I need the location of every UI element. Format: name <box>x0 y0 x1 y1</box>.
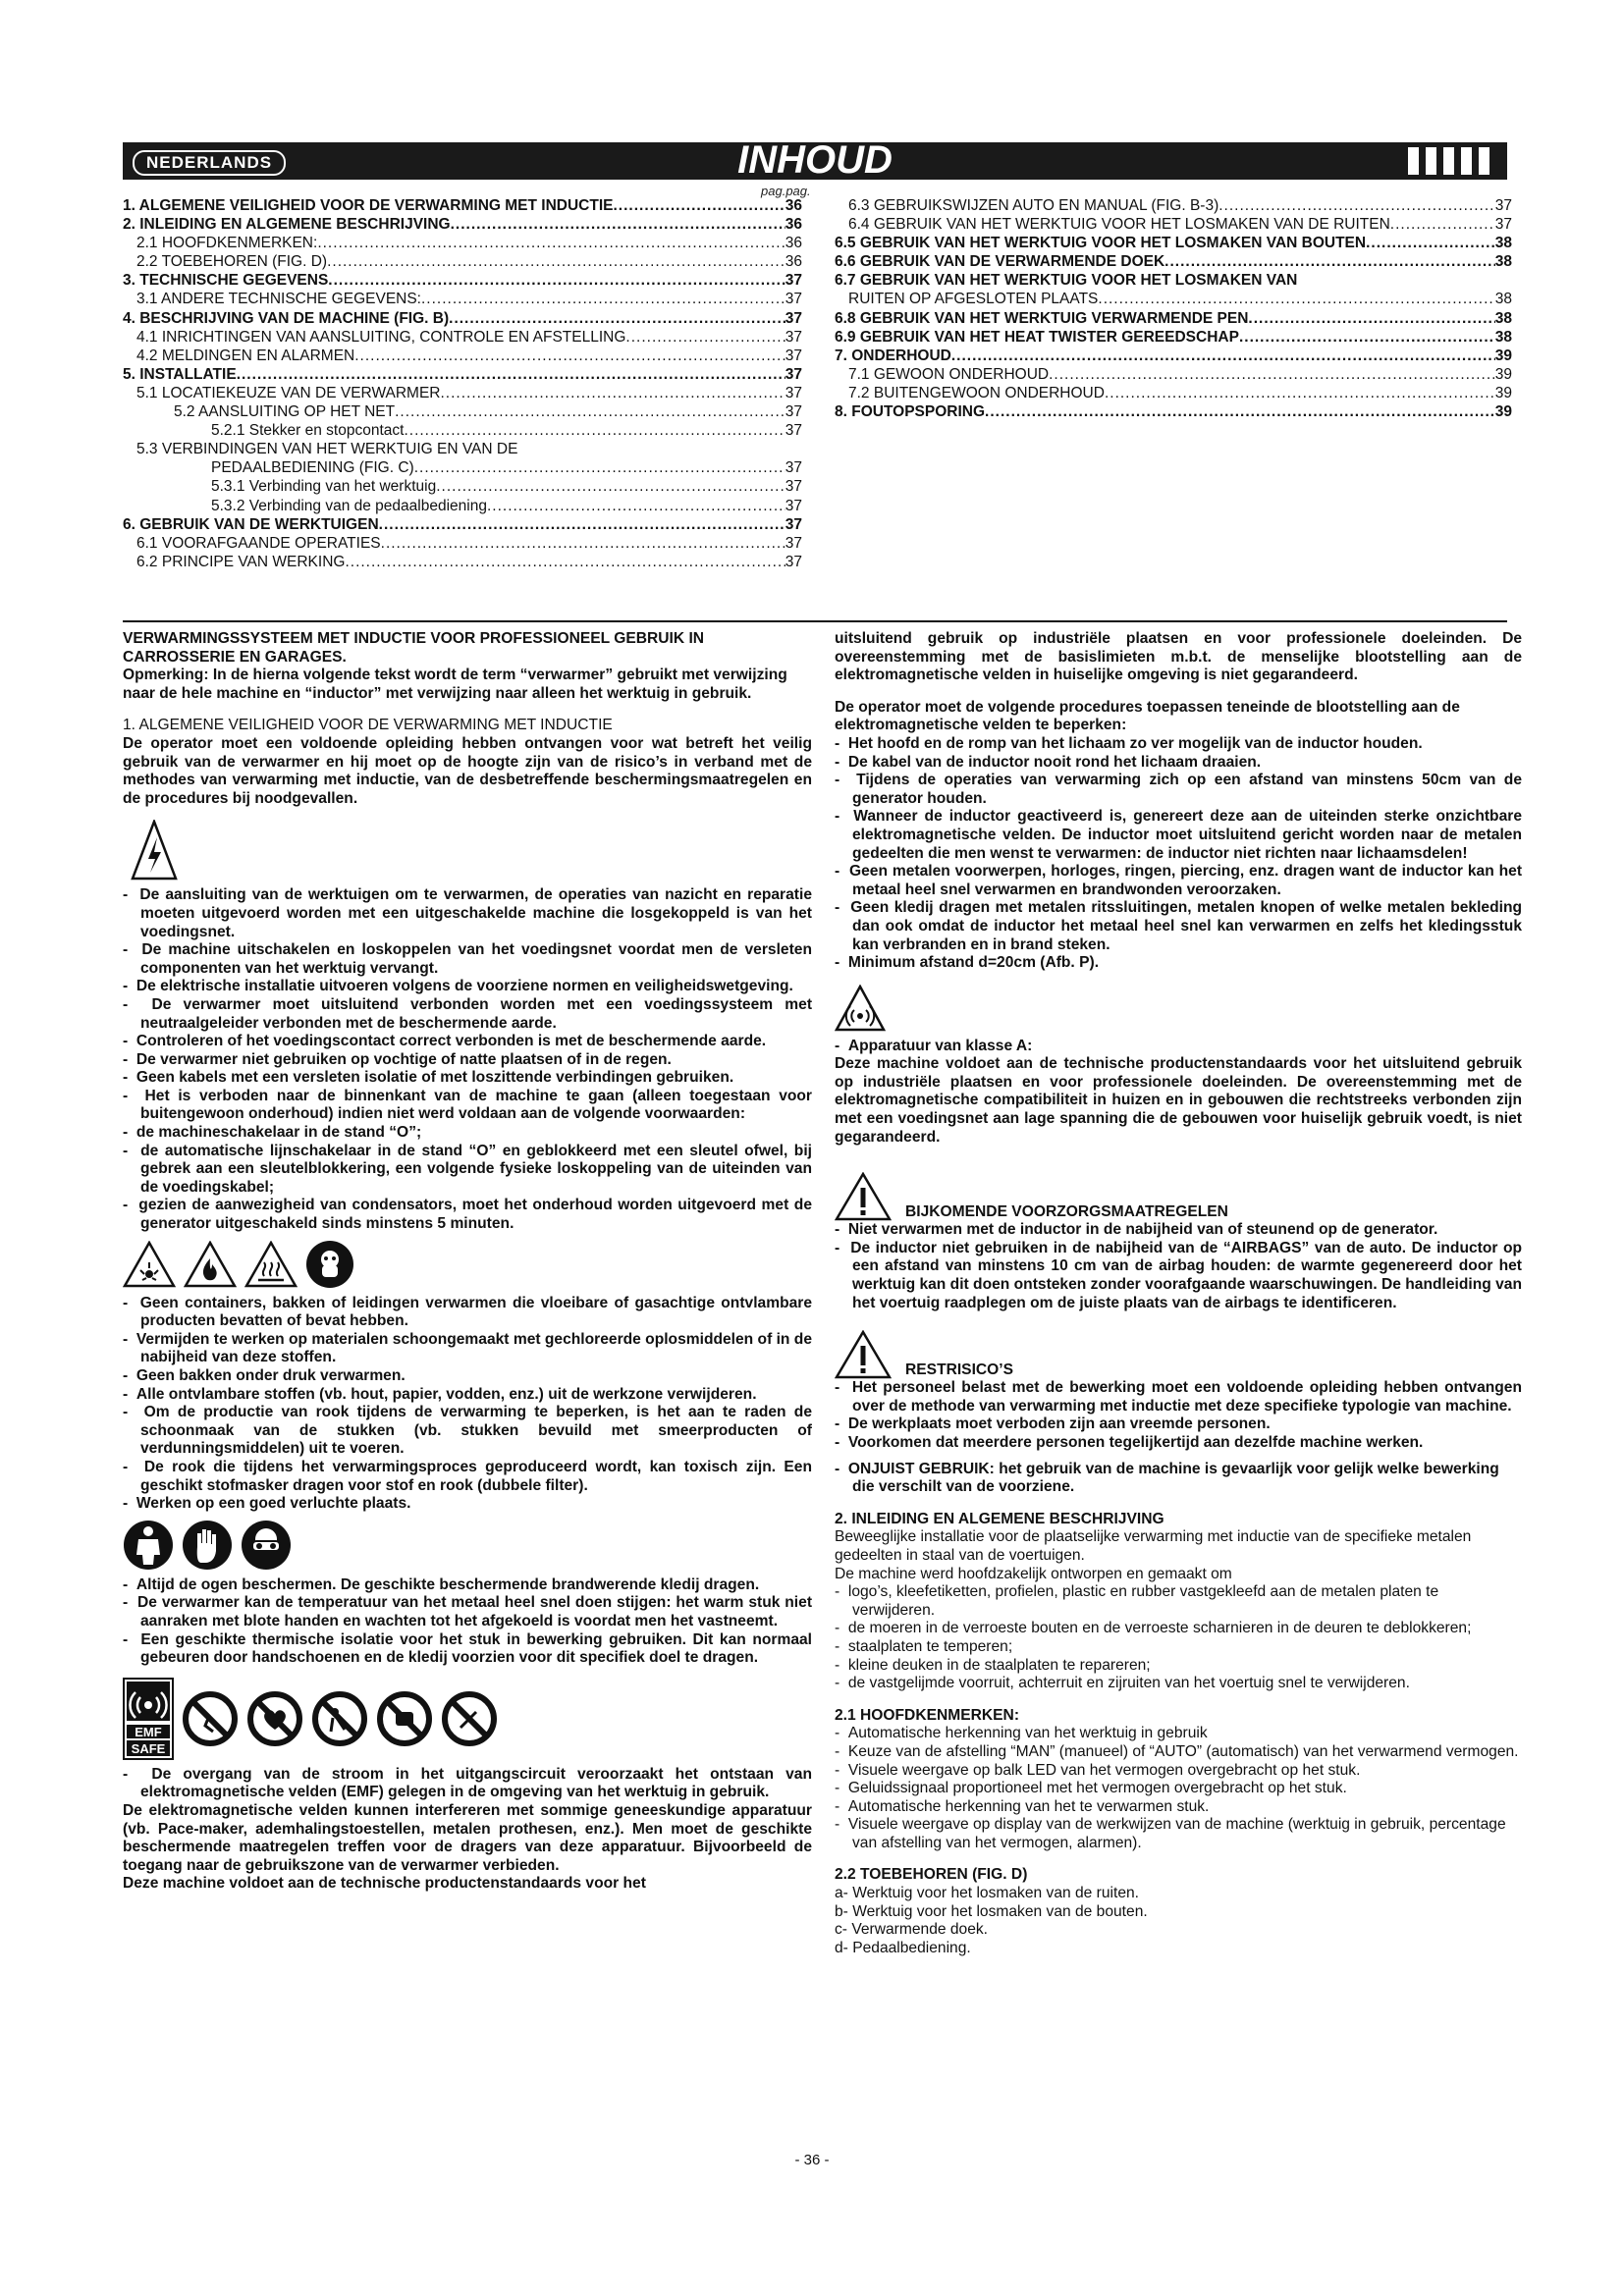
list-item: - De elektrische installatie uitvoeren volgens de voorziene normen en veiligheidswetgeving. <box>123 978 793 995</box>
toc-entry-page: 37 <box>785 515 802 533</box>
left-column <box>123 630 812 1894</box>
section-1-title: 1. ALGEMENE VEILIGHEID VOOR DE VERWARMING MET INDUCTIE <box>123 717 613 734</box>
header-bars <box>1408 147 1489 175</box>
explosive-hazard-icon <box>123 1241 176 1288</box>
list-item: - Visuele weergave op balk LED van het vermogen overgebracht op het stuk. <box>835 1761 1361 1779</box>
toc-entry-text: 4.2 MELDINGEN EN ALARMEN <box>136 347 355 364</box>
toc-entry-text: 6.5 GEBRUIK VAN HET WERKTUIG VOOR HET LOSMAKEN VAN BOUTEN <box>835 235 1367 252</box>
toc-entry <box>835 402 1512 421</box>
list-item: - De machine uitschakelen en loskoppelen van het voedingsnet voordat men de versleten componenten van het werktuig vervangt. <box>123 941 812 977</box>
section-2-text-2: De machine werd hoofdzakelijk ontworpen en gemaakt om <box>835 1565 1232 1582</box>
no-metal-implant-icon <box>311 1690 368 1747</box>
toc-entry-text: 6.7 GEBRUIK VAN HET WERKTUIG VOOR HET LOSMAKEN VAN <box>835 272 1298 290</box>
protective-clothing-icon <box>123 1520 174 1571</box>
list-item: - de vastgelijmde voorruit, achterruit en zijruiten van het voertuig snel te verwijderen. <box>835 1675 1410 1692</box>
toc-entry <box>123 440 802 458</box>
toc-entry <box>123 215 802 234</box>
list-item: - Het hoofd en de romp van het lichaam zo ver mogelijk van de inductor houden. <box>835 734 1423 752</box>
no-watch-icon <box>376 1690 433 1747</box>
list-item: - logo’s, kleefetiketten, profielen, plastic en rubber vastgekleefd aan de metalen platen te verwijderen. <box>835 1583 1439 1619</box>
list-item: - de machineschakelaar in de stand “O”; <box>123 1124 422 1142</box>
toc-entry-text: 5.3.1 Verbinding van het werktuig <box>211 478 437 496</box>
list-item: a- Werktuig voor het losmaken van de ruiten. <box>835 1885 1140 1902</box>
toc-entry-text: 5.3 VERBINDINGEN VAN HET WERKTUIG EN VAN DE <box>136 441 518 458</box>
toc-entry <box>123 515 802 534</box>
electric-hazard-icon <box>131 820 178 881</box>
caution-icon-2 <box>835 1330 892 1379</box>
toc-entry-page: 37 <box>785 328 802 346</box>
list-item: - Het is verboden naar de binnenkant van de machine te gaan (alleen toegestaan voor buitengewoon onderhoud) indien niet werd voldaan aan de volgende voorwaarden: <box>123 1087 813 1123</box>
safety-list-3 <box>123 1576 812 1668</box>
list-item: - De werkplaats moet verboden zijn aan vreemde personen. <box>835 1415 1271 1433</box>
precautions-title: BIJKOMENDE VOORZORGSMAATREGELEN <box>905 1202 1228 1220</box>
toc-entry <box>123 534 802 553</box>
toc-entry-page: 36 <box>785 197 802 214</box>
toc-entry-page: 37 <box>785 347 802 364</box>
misuse-item: - ONJUIST GEBRUIK: het gebruik van de machine is gevaarlijk voor gelijk welke bewerking die verschilt van de voorziene. <box>835 1460 1499 1496</box>
intro-title: VERWARMINGSSYSTEEM MET INDUCTIE VOOR PROFESSIONEEL GEBRUIK IN CARROSSERIE EN GARAGES. <box>123 630 705 666</box>
procedures-intro: De operator moet de volgende procedures toepassen teneinde de blootstelling aan de elektromagnetische velden te beperken: <box>835 698 1460 734</box>
toc-entry-text: 8. FOUTOPSPORING <box>835 403 986 421</box>
list-item: b- Werktuig voor het losmaken van de bouten. <box>835 1902 1148 1920</box>
flammable-hazard-icon <box>184 1241 237 1288</box>
list-item: - Geen containers, bakken of leidingen verwarmen die vloeibare of gasachtige ontvlambare producten bevatten of bevat hebben. <box>123 1294 813 1330</box>
toc-entry-text: 4.1 INRICHTINGEN VAN AANSLUITING, CONTROLE EN AFSTELLING <box>136 328 626 346</box>
page-title: INHOUD <box>737 138 893 182</box>
toc-right <box>835 196 1512 421</box>
toc-entry-text: 6.2 PRINCIPE VAN WERKING <box>136 553 346 570</box>
toc-entry <box>835 252 1512 271</box>
toc-entry-page: 38 <box>1494 328 1512 346</box>
toc-entry-page: 36 <box>785 235 802 252</box>
emf-icons-row <box>123 1678 812 1760</box>
toc-entry <box>123 458 802 477</box>
intro-note: Opmerking: In de hierna volgende tekst wordt de term “verwarmer” gebruikt met verwijzing naar de hele machine en “inductor” met verwijzing naar alleen het werktuig in gebruik. <box>123 667 787 702</box>
toc-entry-page: 36 <box>785 216 802 234</box>
toc-entry-text: 2. INLEIDING EN ALGEMENE BESCHRIJVING <box>123 216 451 234</box>
toc-entry <box>123 497 802 515</box>
toc-entry <box>835 215 1512 234</box>
toc-entry-page: 39 <box>1494 384 1512 401</box>
toc-entry <box>123 328 802 347</box>
page-number: - 36 - <box>794 2152 830 2168</box>
toc-entry-text: 1. ALGEMENE VEILIGHEID VOOR DE VERWARMING MET INDUCTIE <box>123 197 614 214</box>
toc-entry <box>123 402 802 421</box>
toc-entry <box>835 234 1512 252</box>
residual-risks-list <box>835 1379 1522 1452</box>
toc-entry-page: 39 <box>1494 365 1512 383</box>
toc-entry-text: 6. GEBRUIK VAN DE WERKTUIGEN <box>123 515 379 533</box>
list-item: - Voorkomen dat meerdere personen tegelijkertijd aan dezelfde machine werken. <box>835 1434 1424 1451</box>
list-item: - Een geschikte thermische isolatie voor het stuk in bewerking gebruiken. Dit kan normaal gebeuren door handschoenen en de kledij voorzien voor dit specifiek doel te dragen. <box>123 1630 812 1667</box>
list-item: - de automatische lijnschakelaar in de stand “O” en geblokkeerd met een sleutel ofwel, bij gebrek aan een sleutelblokkering, een volgende fysieke loskoppeling van de uiteinden van de voedingskabel; <box>123 1142 813 1196</box>
toc-entry-text: 6.9 GEBRUIK VAN HET HEAT TWISTER GEREEDSCHAP <box>835 328 1239 346</box>
svg-text:EMF: EMF <box>135 1724 162 1739</box>
section-2-2-title: 2.2 TOEBEHOREN (FIG. D) <box>835 1866 1028 1884</box>
toc-entry-page: 37 <box>785 553 802 570</box>
toc-entry-page: 39 <box>1494 347 1512 364</box>
toc-entry-page: 38 <box>1494 235 1512 252</box>
toc-entry <box>835 365 1512 384</box>
emf-warning-row <box>835 985 1522 1032</box>
toc-entry-text: 6.8 GEBRUIK VAN HET WERKTUIG VERWARMENDE PEN <box>835 309 1249 327</box>
list-item: - Geen bakken onder druk verwarmen. <box>123 1367 406 1384</box>
list-item: - De kabel van de inductor nooit rond het lichaam draaien. <box>835 753 1262 771</box>
list-item: - Automatische herkenning van het te verwarmen stuk. <box>835 1797 1210 1815</box>
toc-entry-page: 39 <box>1494 403 1512 421</box>
toc-entry-text: PEDAALBEDIENING (FIG. C) <box>211 459 414 477</box>
toc-entry <box>835 328 1512 347</box>
accessories-list <box>835 1885 1522 1957</box>
toc-entry <box>835 347 1512 365</box>
safety-list-1 <box>123 886 812 1233</box>
toc-entry-page: 37 <box>785 459 802 477</box>
list-item: c- Verwarmende doek. <box>835 1921 989 1939</box>
list-item: - De verwarmer kan de temperatuur van het metaal heel snel doen stijgen: het warm stuk niet aanraken met blote handen en wachten tot het afgekoeld is voordat men het vastneemt. <box>123 1594 813 1629</box>
toc-entry <box>123 234 802 252</box>
list-item: - Controleren of het voedingscontact correct verbonden is met de beschermende aarde. <box>123 1033 767 1050</box>
toc-entry-page: 38 <box>1494 291 1512 308</box>
list-item: - staalplaten te temperen; <box>835 1637 1013 1655</box>
toc-entry-page: 37 <box>785 291 802 308</box>
header-bar <box>123 138 1507 182</box>
toc-entry-page: 37 <box>785 309 802 327</box>
toc-entry-page: 37 <box>785 422 802 440</box>
section-1-text: De operator moet een voldoende opleiding hebben ontvangen voor wat betreft het veilig gebruik van de verwarmer en hij moet op de hoogte zijn van de risico’s in verband met de methodes van verwarming met inductie, van de desbetreffende beschermingsmaatregelen en de procedures bij noodgevallen. <box>123 734 812 807</box>
list-item: - Automatische herkenning van het werktuig in gebruik <box>835 1725 1208 1742</box>
toc-entry-text: 7.1 GEWOON ONDERHOUD <box>848 365 1050 383</box>
toc-entry-page: 37 <box>785 384 802 401</box>
list-item: - De verwarmer moet uitsluitend verbonden worden met een voedingssysteem met neutraalgeleider verbonden met de beschermende aarde. <box>123 995 813 1032</box>
toc-entry <box>123 477 802 496</box>
toc-entry-page: 36 <box>785 253 802 271</box>
toc-entry-page: 37 <box>785 497 802 514</box>
radiation-warning-icon <box>835 985 886 1032</box>
emf-text-2: Deze machine voldoet aan de technische productenstandaards voor het <box>123 1875 646 1893</box>
language-badge: NEDERLANDS <box>133 150 286 176</box>
toc-entry-page: 37 <box>785 272 802 290</box>
list-item: - Geluidssignaal proportioneel met het vermogen overgebracht op het stuk. <box>835 1780 1347 1797</box>
list-item: - De overgang van de stroom in het uitgangscircuit veroorzaakt het ontstaan van elektromagnetische velden (EMF) gelegen in de omgeving van het werktuig in gebruik. <box>123 1765 812 1801</box>
list-item: - Altijd de ogen beschermen. De geschikte beschermende brandwerende kledij dragen. <box>123 1575 760 1593</box>
list-item: - Werken op een goed verluchte plaats. <box>123 1495 411 1513</box>
features-list <box>835 1725 1522 1852</box>
toc-entry <box>123 271 802 290</box>
toc-entry <box>123 347 802 365</box>
no-pacemaker-icon <box>182 1690 239 1747</box>
toc-entry <box>123 252 802 271</box>
svg-text:SAFE: SAFE <box>131 1740 166 1756</box>
procedures-list <box>835 735 1522 973</box>
class-a-item: - Apparatuur van klasse A: <box>835 1037 1033 1054</box>
toc-entry <box>123 309 802 328</box>
toc-entry-page: 38 <box>1494 309 1512 327</box>
toc-entry-text: 5.2 AANSLUITING OP HET NET <box>174 403 396 421</box>
list-item: - Keuze van de afstelling “MAN” (manueel) of “AUTO” (automatisch) van het verwarmend vermogen. <box>835 1742 1519 1760</box>
precautions-list <box>835 1221 1522 1312</box>
emf-safe-icon <box>123 1678 174 1760</box>
toc-entry-page: 37 <box>785 365 802 383</box>
toc-entry-text: 7.2 BUITENGEWOON ONDERHOUD <box>848 384 1105 401</box>
list-item: - Wanneer de inductor geactiveerd is, genereert deze aan de uiteinden sterke onzichtbare elektromagnetische velden. De inductor moet uitsluitend gericht worden naar de metalen gedeelten die men wenst te verwarmen: de inductor niet richten naar lichaamsdelen! <box>835 808 1522 862</box>
section-2-1-title: 2.1 HOOFDKENMERKEN: <box>835 1706 1020 1724</box>
safety-list-2 <box>123 1295 812 1514</box>
toc-entry-page: 37 <box>785 534 802 552</box>
list-item: - De verwarmer niet gebruiken op vochtige of natte plaatsen of in de regen. <box>123 1050 672 1068</box>
list-item: - Om de productie van rook tijdens de verwarming te beperken, is het aan te raden de schoonmaak van de stukken (vb. stukken bevuild met smeerproducten of verdunningsmiddelen) uit te voeren. <box>123 1404 812 1458</box>
toc-entry-text: RUITEN OP AFGESLOTEN PLAATS <box>848 291 1099 308</box>
toc-entry <box>123 384 802 402</box>
toc-entry-page: 37 <box>785 403 802 421</box>
list-item: - Vermijden te werken op materialen schoongemaakt met gechloreerde oplosmiddelen of in de nabijheid van deze stoffen. <box>123 1330 812 1366</box>
toc-entry-text: 7. ONDERHOUD <box>835 347 951 364</box>
list-item: d- Pedaalbediening. <box>835 1939 971 1956</box>
class-a-text: Deze machine voldoet aan de technische productenstandaards voor het uitsluitend gebruik op industriële plaatsen en voor professionele doeleinden. De overeenstemming met de elektromagnetische compatibiliteit in huizen en in gebouwen die rechtstreeks verbonden zijn met een voedingsnet aan lage spanning die de gebouwen voor huiselijk gebruik voedt, is niet gegarandeerd. <box>835 1055 1522 1146</box>
emf-text: De elektromagnetische velden kunnen interfereren met sommige geneeskundige apparatuur (vb. Pace-maker, ademhalingstoestellen, metalen prothesen, enz.). Men moet de geschikte beschermende maatregelen treffen voor de dragers van deze apparatuur. Bijvoorbeeld de toegang naar de gebruikszone van de verwarmer verbieden. <box>123 1801 812 1874</box>
toc-entry-text: 3.1 ANDERE TECHNISCHE GEGEVENS: <box>136 291 421 308</box>
toc-entry <box>835 271 1512 290</box>
divider <box>123 620 1507 622</box>
list-item: - Visuele weergave op display van de werkwijzen van de machine (werktuig in gebruik, percentage van afstelling van het vermogen, alarmen). <box>835 1816 1506 1851</box>
list-item: - Het personeel belast met de bewerking moet een voldoende opleiding hebben ontvangen over de methode van verwarming met inductie met deze specifieke typologie van machine. <box>835 1379 1522 1415</box>
residual-risks-title: RESTRISICO’S <box>905 1361 1014 1378</box>
toc-entry <box>835 196 1512 215</box>
toc-entry-text: 6.6 GEBRUIK VAN DE VERWARMENDE DOEK <box>835 253 1165 271</box>
page-label: pag.pag. <box>761 184 811 198</box>
eye-protection-icon <box>241 1520 292 1571</box>
no-tools-icon <box>441 1690 498 1747</box>
toc-entry <box>123 290 802 308</box>
hazard-icons-row <box>123 1240 812 1289</box>
toc-entry-text: 3. TECHNISCHE GEGEVENS <box>123 272 329 290</box>
toc-entry-text: 2.1 HOOFDKENMERKEN: <box>136 235 318 252</box>
list-item: - gezien de aanwezigheid van condensators, moet het onderhoud worden uitgevoerd met de generator uitgeschakeld sinds minstens 5 minuten. <box>123 1197 813 1233</box>
emf-list <box>123 1766 812 1802</box>
list-item: - kleine deuken in de staalplaten te repareren; <box>835 1656 1151 1674</box>
toc-entry-text: 6.4 GEBRUIK VAN HET WERKTUIG VOOR HET LOSMAKEN VAN DE RUITEN <box>848 216 1390 234</box>
list-item: - De rook die tijdens het verwarmingsproces geproduceerd wordt, kan toxisch zijn. Een geschikt stofmasker dragen voor stof en rook (dubbele filter). <box>123 1458 812 1494</box>
precautions-heading <box>835 1172 1522 1221</box>
toc-entry-page: 37 <box>1494 216 1512 234</box>
gloves-icon <box>182 1520 233 1571</box>
toc-entry-text: 6.1 VOORAFGAANDE OPERATIES <box>136 534 381 552</box>
list-item: - Alle ontvlambare stoffen (vb. hout, papier, vodden, enz.) uit de werkzone verwijderen. <box>123 1385 757 1403</box>
toc-entry-page: 37 <box>1494 197 1512 214</box>
toc-entry-text: 5.1 LOCATIEKEUZE VAN DE VERWARMER <box>136 384 441 401</box>
toc-entry <box>123 365 802 384</box>
toc-entry-text: 6.3 GEBRUIKSWIJZEN AUTO EN MANUAL (FIG. B-3) <box>848 197 1219 214</box>
toc-entry-text: 5.3.2 Verbinding van de pedaalbediening <box>211 497 487 514</box>
ppe-icons-row <box>123 1520 812 1571</box>
caution-icon <box>835 1172 892 1221</box>
list-item: - De inductor niet gebruiken in de nabijheid van de “AIRBAGS” van de auto. De inductor op een afstand van minstens 10 cm van de airbag houden: de warmte gegenereerd door het werktuig kan dit doen ontsteken zonder voorafgaande waarschuwingen. De handleiding van het voertuig raadplegen om de juiste plaats van de airbags te identificeren. <box>835 1239 1522 1311</box>
toc-entry-page: 38 <box>1494 253 1512 271</box>
list-item: - Niet verwarmen met de inductor in de nabijheid van of steunend op de generator. <box>835 1221 1438 1239</box>
toc-entry-text: 4. BESCHRIJVING VAN DE MACHINE (FIG. B) <box>123 309 450 327</box>
warning-icon-row <box>131 820 812 881</box>
toc-entry <box>123 196 802 215</box>
toc-entry <box>835 290 1512 308</box>
list-item: - De aansluiting van de werktuigen om te verwarmen, de operaties van nazicht en reparatie moeten uitgevoerd worden met een uitgeschakelde machine die losgekoppeld is van het voedingsnet. <box>123 886 812 940</box>
hot-surface-icon <box>244 1241 298 1288</box>
purpose-list <box>835 1583 1522 1693</box>
list-item: - Geen metalen voorwerpen, horloges, ringen, piercing, enz. dragen want de inductor kan het metaal heel snel verwarmen en brandwonden veroorzaken. <box>835 863 1523 898</box>
toc-entry <box>123 553 802 571</box>
residual-risks-heading <box>835 1330 1522 1379</box>
list-item: - Geen kledij dragen met metalen ritssluitingen, metalen knopen of welke metalen bekleding dan ook omdat de inductor het metaal heel snel kan verwarmen en zelfs het kledingsstuk kan verbranden en in brand steken. <box>835 899 1522 953</box>
toc-entry-page: 37 <box>785 478 802 496</box>
no-heart-device-icon <box>246 1690 303 1747</box>
section-2-title: 2. INLEIDING EN ALGEMENE BESCHRIJVING <box>835 1510 1164 1527</box>
list-item: - Geen kabels met een versleten isolatie of met loszittende verbindingen gebruiken. <box>123 1069 734 1087</box>
section-2-text: Beweeglijke installatie voor de plaatselijke verwarming met inductie van de specifieke metalen gedeelten in staal van de voertuigen. <box>835 1528 1472 1564</box>
toc-entry <box>835 384 1512 402</box>
list-item: - Minimum afstand d=20cm (Afb. P). <box>835 954 1100 972</box>
toc-entry-text: 2.2 TOEBEHOREN (FIG. D) <box>136 253 328 271</box>
respirator-icon <box>305 1240 354 1289</box>
list-item: - Tijdens de operaties van verwarming zich op een afstand van minstens 50cm van de generator houden. <box>835 772 1523 807</box>
toc-left <box>123 196 802 571</box>
toc-entry <box>123 421 802 440</box>
list-item: - de moeren in de verroeste bouten en de verroeste scharnieren in de deuren te deblokkeren; <box>835 1620 1472 1637</box>
right-column <box>835 630 1522 1957</box>
toc-entry-text: 5. INSTALLATIE <box>123 365 237 383</box>
toc-entry <box>835 309 1512 328</box>
continued-text: uitsluitend gebruik op industriële plaatsen en voor professionele doeleinden. De overeenstemming met de basislimieten m.b.t. de menselijke blootstelling aan de elektromagnetische velden in huiselijke omgeving is niet gegarandeerd. <box>835 630 1522 684</box>
toc-entry-text: 5.2.1 Stekker en stopcontact <box>211 422 405 440</box>
